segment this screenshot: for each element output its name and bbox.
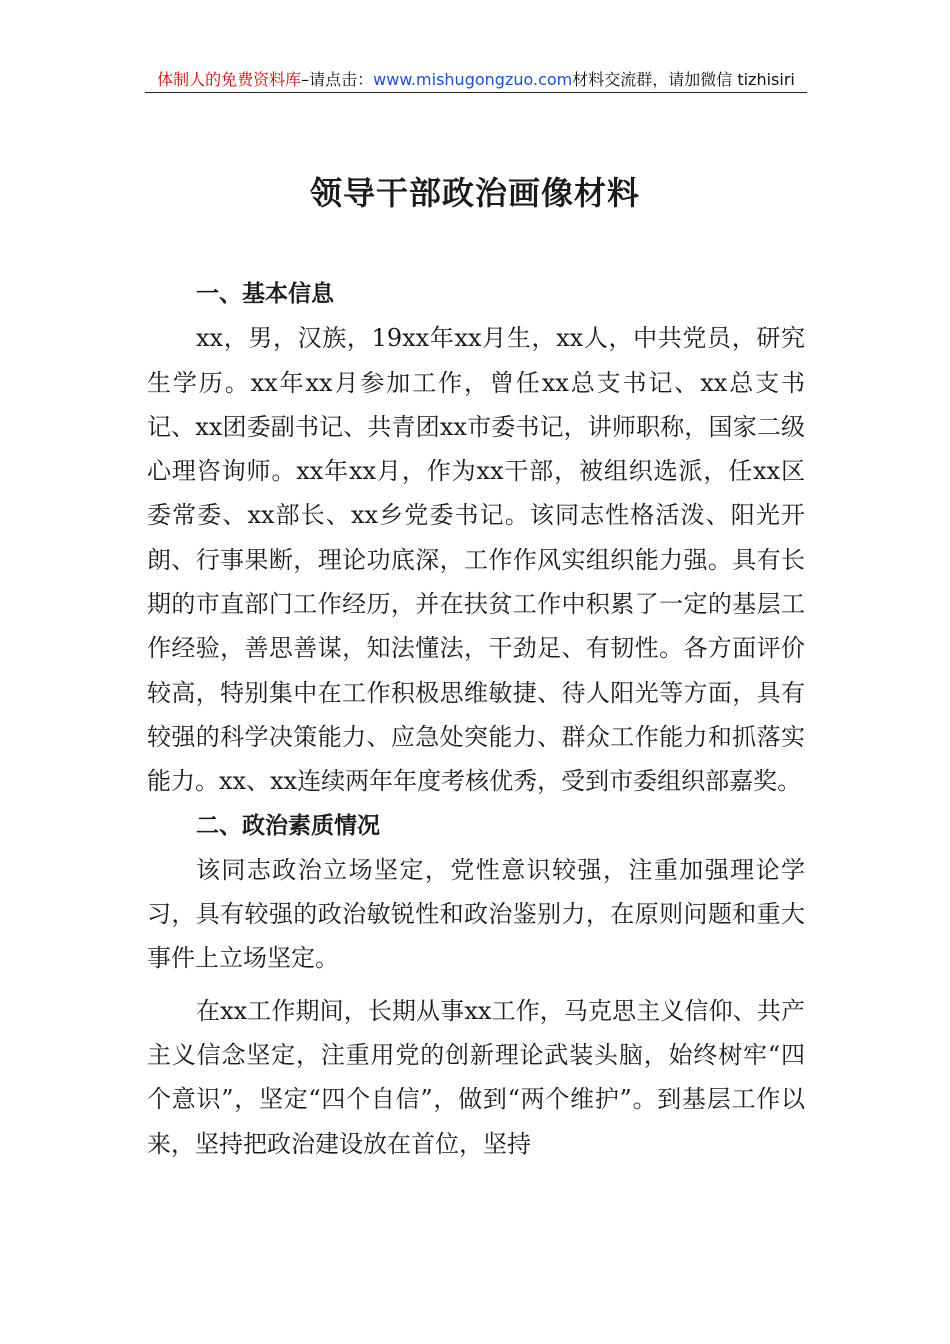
paragraph-basic-info: xx，男，汉族，19xx年xx月生，xx人，中共党员，研究生学历。xx年xx月参加工作，曾任xx总支书记、xx总支书记、xx团委副书记、共青团xx市委书记，讲师职称，国家二级心理咨询师。xx年xx月，作为xx干部，被组织选派，任xx区委常委、xx部长、xx乡党委书记。该同志性格活泼、阳光开朗、行事果断，理论功底深，工作作风实组织能力强。具有长期的市直部门工作经历，并在扶贫工作中积累了一定的基层工作经验，善思善谋，知法懂法，干劲足、有韧性。各方面评价较高，特别集中在工作积极思维敏捷、待人阳光等方面，具有较强的科学决策能力、应急处突能力、群众工作能力和抓落实能力。xx、xx连续两年年度考核优秀，受到市委组织部嘉奖。 <box>147 324 805 796</box>
header-url-link[interactable]: www.mishugongzuo.com <box>373 70 573 89</box>
section-heading-political-quality: 二、政治素质情况 <box>196 812 380 839</box>
paragraph-work-experience: 在xx工作期间，长期从事xx工作，马克思主义信仰、共产主义信念坚定，注重用党的创新理论武装头脑，始终树牢“四个意识”，坚定“四个自信”，做到“两个维护”。到基层工作以来，坚持把政治建设放在首位，坚持 <box>147 996 805 1158</box>
page-header <box>145 68 807 93</box>
document-title: 领导干部政治画像材料 <box>309 174 640 212</box>
document-body <box>147 272 805 1166</box>
section-heading-basic-info: 一、基本信息 <box>196 281 334 307</box>
paragraph-political-stance: 该同志政治立场坚定，党性意识较强，注重加强理论学习，具有较强的政治敏锐性和政治鉴别力，在原则问题和重大事件上立场坚定。 <box>147 855 805 973</box>
header-note: 材料交流群，请加微信 tizhisiri <box>572 70 795 89</box>
paragraph-spacer <box>147 981 805 989</box>
header-prompt: –请点击： <box>301 70 374 89</box>
header-brand: 体制人的免费资料库 <box>157 70 302 89</box>
